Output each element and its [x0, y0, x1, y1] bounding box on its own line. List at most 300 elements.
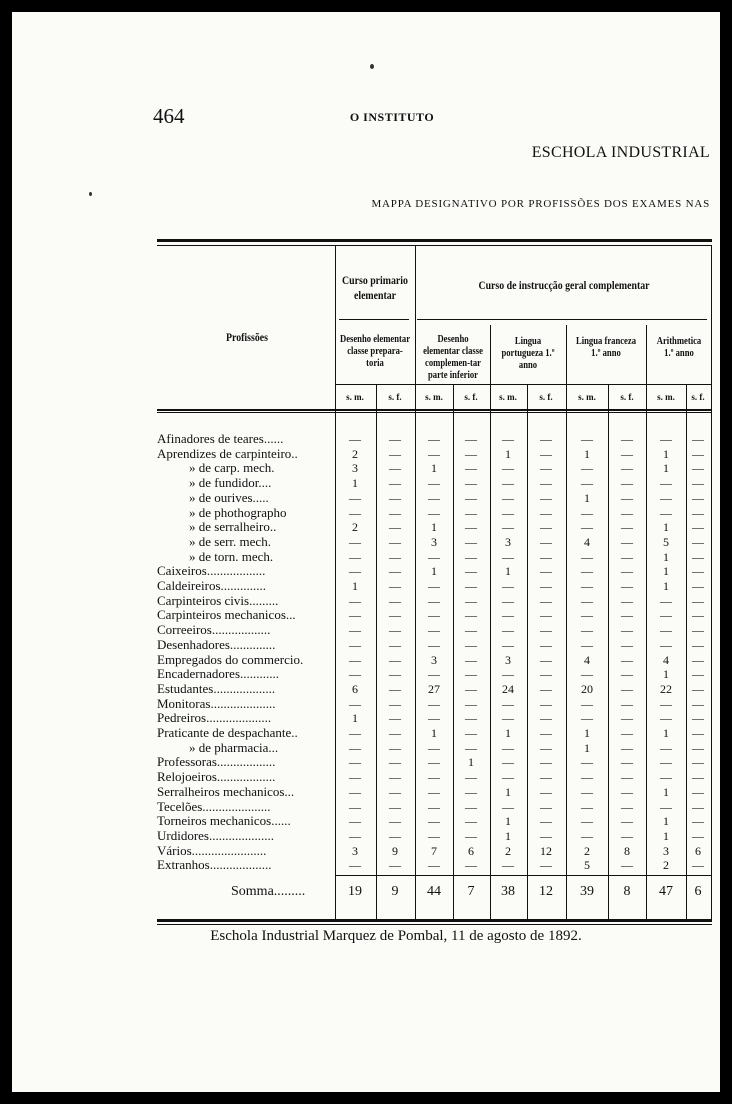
row-cell: 3	[431, 652, 437, 667]
total-cell: 12	[539, 884, 553, 899]
row-cell: —	[349, 564, 361, 579]
row-cell: —	[692, 608, 704, 623]
row-cell: —	[581, 814, 593, 829]
row-cell: —	[502, 711, 514, 726]
row-cell: —	[540, 564, 552, 579]
row-cell: —	[660, 432, 672, 446]
row-cell: —	[540, 755, 552, 770]
row-cell: —	[581, 564, 593, 579]
row-cell: —	[621, 652, 633, 667]
row-cell: —	[349, 593, 361, 608]
row-cell: —	[540, 549, 552, 564]
row-cell: —	[502, 476, 514, 491]
row-cell: —	[581, 549, 593, 564]
row-cell: —	[540, 432, 552, 446]
row-cell: —	[660, 711, 672, 726]
subheader-sf: s. f.	[620, 392, 634, 402]
row-cell: —	[349, 696, 361, 711]
row-cell: —	[465, 446, 477, 461]
row-cell: 9	[392, 843, 398, 858]
row-cell: —	[389, 446, 401, 461]
row-cell: 1	[505, 564, 511, 579]
row-cell: —	[540, 446, 552, 461]
row-cell: 1	[663, 564, 669, 579]
row-cell: —	[428, 828, 440, 843]
row-cell: 3	[352, 843, 358, 858]
row-cell: —	[540, 652, 552, 667]
rule-top	[157, 239, 712, 242]
row-label: Encadernadores............	[157, 667, 280, 682]
row-cell: —	[428, 667, 440, 682]
row-cell: —	[621, 534, 633, 549]
row-cell: 8	[624, 843, 630, 858]
row-cell: 1	[352, 711, 358, 726]
row-cell: —	[692, 446, 704, 461]
subject-arithmetica: Arithmetica 1.º anno	[656, 336, 702, 359]
row-cell: —	[692, 828, 704, 843]
row-cell: 1	[505, 446, 511, 461]
row-cell: —	[692, 432, 704, 446]
rule-bottom	[157, 919, 712, 922]
row-cell: —	[349, 784, 361, 799]
row-cell: —	[389, 623, 401, 638]
row-cell: 1	[663, 828, 669, 843]
row-label: » de fundidor....	[189, 476, 272, 491]
table-row	[157, 564, 712, 579]
row-cell: —	[621, 593, 633, 608]
table-row	[157, 535, 712, 550]
table-row	[157, 608, 712, 623]
row-cell: —	[389, 608, 401, 623]
row-label: Monitoras....................	[157, 696, 276, 711]
row-cell: —	[692, 696, 704, 711]
row-cell: —	[465, 432, 477, 446]
row-label: Serralheiros mechanicos...	[157, 784, 295, 799]
row-cell: —	[465, 476, 477, 491]
table-row	[157, 520, 712, 535]
row-cell: —	[465, 667, 477, 682]
table-row	[157, 755, 712, 770]
row-cell: —	[389, 755, 401, 770]
row-cell: —	[389, 637, 401, 652]
row-cell: —	[428, 711, 440, 726]
row-cell: 1	[663, 784, 669, 799]
row-cell: 2	[352, 520, 358, 535]
row-cell: 1	[431, 726, 437, 740]
row-label: Torneiros mechanicos......	[157, 814, 291, 829]
row-cell: —	[428, 593, 440, 608]
row-cell: —	[540, 461, 552, 476]
row-cell: —	[349, 828, 361, 843]
row-cell: 1	[505, 814, 511, 829]
row-cell: —	[389, 799, 401, 814]
row-label: » de serralheiro..	[189, 520, 277, 535]
row-cell: —	[621, 564, 633, 579]
row-cell: —	[581, 608, 593, 623]
table-row	[157, 858, 712, 873]
row-cell: —	[502, 579, 514, 593]
row-cell: —	[349, 667, 361, 682]
row-cell: —	[428, 579, 440, 593]
row-cell: —	[692, 755, 704, 770]
row-label: Pedreiros....................	[157, 711, 272, 726]
row-cell: —	[428, 490, 440, 505]
row-cell: 6	[352, 681, 358, 696]
row-cell: —	[389, 681, 401, 696]
row-cell: —	[428, 770, 440, 785]
row-cell: —	[692, 652, 704, 667]
row-cell: —	[389, 828, 401, 843]
row-cell: —	[540, 770, 552, 785]
row-cell: —	[581, 637, 593, 652]
row-cell: —	[692, 858, 704, 873]
row-cell: 20	[581, 681, 593, 696]
rule-before-total	[335, 875, 712, 876]
total-row	[157, 879, 712, 905]
row-cell: —	[389, 432, 401, 446]
row-cell: —	[621, 490, 633, 505]
row-cell: —	[692, 740, 704, 755]
row-cell: —	[428, 446, 440, 461]
row-cell: 1	[663, 667, 669, 682]
row-cell: —	[660, 799, 672, 814]
row-cell: —	[540, 740, 552, 755]
rule-header-bottom-thin	[157, 412, 712, 413]
row-cell: —	[349, 637, 361, 652]
total-cell: 6	[694, 884, 702, 899]
row-cell: —	[502, 432, 514, 446]
row-cell: —	[502, 637, 514, 652]
row-cell: —	[349, 490, 361, 505]
subheader-sm: s. m.	[346, 392, 364, 402]
table-row	[157, 550, 712, 565]
row-cell: —	[621, 461, 633, 476]
row-cell: —	[540, 623, 552, 638]
row-label: Correeiros..................	[157, 623, 271, 638]
row-cell: 1	[352, 579, 358, 593]
row-cell: —	[621, 799, 633, 814]
row-label: Praticante de despachante..	[157, 726, 298, 740]
row-cell: —	[581, 799, 593, 814]
row-cell: 2	[584, 843, 590, 858]
row-cell: —	[540, 828, 552, 843]
row-cell: —	[465, 564, 477, 579]
row-cell: —	[540, 520, 552, 535]
row-cell: 3	[505, 534, 511, 549]
row-cell: —	[502, 623, 514, 638]
total-cell: 44	[427, 884, 441, 899]
row-label: Empregados do commercio.	[157, 652, 304, 667]
row-cell: 5	[663, 534, 669, 549]
table-row	[157, 682, 712, 697]
row-cell: —	[621, 608, 633, 623]
row-cell: —	[621, 740, 633, 755]
row-cell: —	[465, 652, 477, 667]
brace-primario	[339, 319, 409, 320]
row-cell: —	[540, 814, 552, 829]
row-cell: —	[581, 667, 593, 682]
row-cell: —	[692, 520, 704, 535]
row-cell: —	[428, 476, 440, 491]
table-row	[157, 491, 712, 506]
row-cell: —	[692, 770, 704, 785]
table-row	[157, 785, 712, 800]
table-row	[157, 594, 712, 609]
footer-note: Eschola Industrial Marquez de Pombal, 11 de agosto de 1892.	[210, 928, 582, 944]
row-cell: —	[502, 770, 514, 785]
row-label: Professoras..................	[157, 755, 276, 770]
row-cell: —	[389, 476, 401, 491]
running-title: O INSTITUTO	[349, 110, 435, 124]
group-header-geral: Curso de instrucção geral complementar	[478, 278, 650, 292]
row-cell: —	[621, 667, 633, 682]
row-cell: —	[660, 696, 672, 711]
row-cell: 1	[352, 476, 358, 491]
row-cell: —	[389, 711, 401, 726]
row-cell: —	[502, 549, 514, 564]
row-cell: —	[660, 755, 672, 770]
col-header-professions: Profissões	[226, 330, 268, 344]
row-cell: —	[621, 858, 633, 873]
row-cell: —	[428, 505, 440, 520]
row-cell: —	[540, 608, 552, 623]
row-label: Desenhadores..............	[157, 637, 276, 652]
row-cell: —	[502, 505, 514, 520]
row-cell: —	[465, 784, 477, 799]
row-cell: —	[621, 579, 633, 593]
row-cell: —	[621, 623, 633, 638]
row-cell: —	[349, 770, 361, 785]
row-cell: 3	[352, 461, 358, 476]
row-label: Urdidores....................	[157, 828, 274, 843]
table-row	[157, 814, 712, 829]
row-cell: —	[621, 432, 633, 446]
total-cell: 38	[501, 884, 515, 899]
total-cell: 9	[391, 884, 399, 899]
row-cell: —	[660, 608, 672, 623]
row-cell: —	[692, 579, 704, 593]
row-cell: 27	[428, 681, 440, 696]
row-cell: 1	[584, 726, 590, 740]
rule-header-bottom	[157, 409, 712, 411]
row-cell: 1	[663, 814, 669, 829]
row-cell: —	[581, 770, 593, 785]
row-cell: —	[389, 858, 401, 873]
row-cell: —	[389, 593, 401, 608]
row-cell: —	[540, 784, 552, 799]
row-cell: —	[349, 652, 361, 667]
row-cell: 2	[352, 446, 358, 461]
row-cell: —	[540, 490, 552, 505]
row-cell: —	[692, 711, 704, 726]
row-cell: —	[621, 755, 633, 770]
rule-top-thin	[157, 245, 712, 246]
row-cell: —	[502, 696, 514, 711]
row-cell: —	[581, 476, 593, 491]
row-cell: —	[465, 799, 477, 814]
row-label: Carpinteiros mechanicos...	[157, 608, 296, 623]
total-cell: 19	[348, 884, 362, 899]
row-cell: —	[621, 549, 633, 564]
row-cell: 7	[431, 843, 437, 858]
row-cell: —	[540, 505, 552, 520]
row-cell: 1	[505, 784, 511, 799]
row-cell: 1	[663, 726, 669, 740]
row-cell: —	[389, 652, 401, 667]
table-row	[157, 697, 712, 712]
row-cell: —	[540, 637, 552, 652]
row-cell: —	[621, 696, 633, 711]
table-row	[157, 638, 712, 653]
row-cell: —	[692, 505, 704, 520]
row-cell: 1	[663, 461, 669, 476]
rule-sm-sf-top	[335, 384, 712, 385]
row-cell: —	[621, 784, 633, 799]
row-cell: —	[465, 593, 477, 608]
row-cell: 1	[468, 755, 474, 770]
row-cell: 6	[468, 843, 474, 858]
table-row	[157, 667, 712, 682]
row-cell: —	[465, 711, 477, 726]
row-cell: 1	[431, 520, 437, 535]
row-cell: —	[692, 476, 704, 491]
exam-table	[157, 239, 712, 925]
row-cell: —	[389, 564, 401, 579]
row-cell: 2	[505, 843, 511, 858]
row-cell: —	[581, 828, 593, 843]
row-cell: —	[621, 814, 633, 829]
row-cell: —	[428, 696, 440, 711]
row-cell: —	[581, 593, 593, 608]
row-cell: 3	[431, 534, 437, 549]
subheader-sm: s. m.	[499, 392, 517, 402]
row-cell: —	[465, 520, 477, 535]
row-cell: —	[692, 726, 704, 740]
table-row	[157, 461, 712, 476]
subheader-sf: s. f.	[691, 392, 705, 402]
row-cell: —	[465, 814, 477, 829]
row-cell: —	[389, 814, 401, 829]
row-cell: —	[389, 667, 401, 682]
row-cell: —	[621, 770, 633, 785]
row-cell: —	[428, 637, 440, 652]
row-cell: —	[540, 858, 552, 873]
row-cell: —	[465, 608, 477, 623]
row-cell: 1	[431, 461, 437, 476]
row-cell: —	[540, 726, 552, 740]
row-cell: —	[581, 579, 593, 593]
row-label: Relojoeiros..................	[157, 770, 276, 785]
subheader-sm: s. m.	[425, 392, 443, 402]
total-cell: 8	[623, 884, 631, 899]
row-cell: —	[502, 461, 514, 476]
row-cell: 1	[584, 490, 590, 505]
subheader-sm: s. m.	[657, 392, 675, 402]
page-number: 464	[153, 104, 185, 128]
rule-bottom-thin	[157, 924, 712, 925]
row-cell: —	[502, 740, 514, 755]
row-cell: —	[692, 784, 704, 799]
row-cell: —	[502, 755, 514, 770]
row-cell: —	[502, 593, 514, 608]
row-cell: —	[428, 814, 440, 829]
row-cell: —	[465, 726, 477, 740]
row-cell: —	[621, 637, 633, 652]
row-cell: —	[389, 490, 401, 505]
row-cell: —	[621, 726, 633, 740]
row-cell: —	[389, 696, 401, 711]
row-cell: —	[465, 534, 477, 549]
row-cell: 3	[663, 843, 669, 858]
row-cell: —	[692, 681, 704, 696]
row-label: Vários.......................	[157, 843, 267, 858]
row-label: Tecelões.....................	[157, 799, 271, 814]
row-cell: —	[349, 549, 361, 564]
row-cell: —	[428, 740, 440, 755]
ink-speck	[370, 64, 374, 69]
row-cell: —	[428, 858, 440, 873]
table-row	[157, 579, 712, 594]
row-cell: —	[349, 740, 361, 755]
row-label: » de phothographo	[189, 505, 287, 520]
row-cell: —	[465, 858, 477, 873]
row-cell: —	[581, 784, 593, 799]
row-cell: —	[465, 490, 477, 505]
row-cell: —	[581, 755, 593, 770]
row-cell: —	[428, 799, 440, 814]
row-cell: —	[621, 828, 633, 843]
group-header-primario: Curso primario elementar	[342, 273, 408, 302]
row-cell: —	[540, 711, 552, 726]
row-cell: 1	[431, 564, 437, 579]
row-cell: —	[621, 681, 633, 696]
row-cell: —	[692, 814, 704, 829]
row-cell: —	[349, 755, 361, 770]
row-cell: —	[389, 505, 401, 520]
row-cell: —	[540, 579, 552, 593]
row-cell: —	[660, 740, 672, 755]
row-cell: —	[428, 784, 440, 799]
row-label: Aprendizes de carpinteiro..	[157, 446, 298, 461]
table-row	[157, 447, 712, 462]
row-cell: —	[428, 623, 440, 638]
row-cell: —	[540, 667, 552, 682]
row-cell: —	[502, 667, 514, 682]
row-cell: —	[349, 608, 361, 623]
row-cell: —	[389, 461, 401, 476]
row-cell: —	[660, 490, 672, 505]
ink-speck	[89, 192, 92, 196]
row-cell: —	[581, 623, 593, 638]
table-row	[157, 711, 712, 726]
row-label: » de torn. mech.	[189, 549, 274, 564]
row-cell: —	[428, 608, 440, 623]
row-cell: 24	[502, 681, 514, 696]
row-cell: —	[349, 505, 361, 520]
row-cell: —	[692, 549, 704, 564]
total-cell: 7	[467, 884, 475, 899]
row-cell: —	[692, 490, 704, 505]
document-page	[12, 12, 720, 1092]
table-row	[157, 623, 712, 638]
row-cell: —	[692, 799, 704, 814]
row-cell: —	[465, 828, 477, 843]
subject-portugueza: Lingua portugueza 1.º anno	[501, 336, 555, 371]
row-cell: 5	[584, 858, 590, 873]
row-cell: —	[465, 549, 477, 564]
row-cell: 1	[663, 549, 669, 564]
row-cell: —	[465, 740, 477, 755]
